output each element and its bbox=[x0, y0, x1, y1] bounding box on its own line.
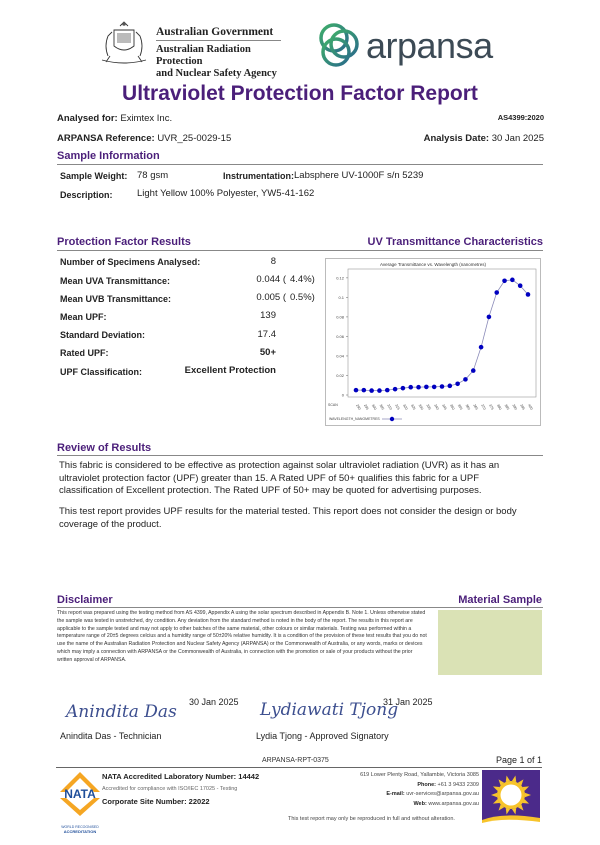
svg-text:345: 345 bbox=[441, 403, 448, 411]
sample-weight-label: Sample Weight: bbox=[60, 171, 128, 181]
svg-text:0.12: 0.12 bbox=[336, 275, 344, 281]
gov-line2: Australian Radiation Protection bbox=[156, 44, 251, 67]
svg-text:380: 380 bbox=[495, 403, 503, 411]
result-value: 139 bbox=[260, 310, 276, 321]
result-percent: 4.4%) bbox=[290, 274, 315, 285]
address: 619 Lower Plenty Road, Yallambie, Victoria 3085 bbox=[360, 772, 479, 778]
web-link[interactable]: www.arpansa.gov.au bbox=[428, 800, 479, 807]
gov-line3: and Nuclear Safety Agency bbox=[156, 68, 277, 79]
result-label: Mean UPF: bbox=[60, 312, 107, 322]
analysed-for: Analysed for: Eximtex Inc. bbox=[57, 113, 173, 124]
document-code: ARPANSA-RPT-0375 bbox=[262, 757, 329, 764]
protection-factor-results-heading: Protection Factor Results bbox=[57, 236, 191, 248]
section-divider bbox=[57, 455, 543, 456]
svg-text:360: 360 bbox=[464, 403, 471, 411]
australian-government-logo bbox=[98, 20, 283, 79]
svg-text:400: 400 bbox=[527, 403, 534, 411]
result-value: 17.4 bbox=[257, 329, 276, 340]
svg-text:365: 365 bbox=[472, 403, 479, 411]
svg-text:300: 300 bbox=[370, 403, 378, 411]
result-label: Number of Specimens Analysed: bbox=[60, 257, 201, 267]
section-divider bbox=[57, 164, 543, 165]
svg-text:390: 390 bbox=[511, 403, 518, 411]
result-percent: 0.5%) bbox=[290, 292, 315, 303]
gov-line1: Australian Government bbox=[156, 26, 281, 41]
approver-date: 31 Jan 2025 bbox=[383, 697, 433, 707]
arpansa-reference: ARPANSA Reference: UVR_25-0029-15 bbox=[57, 133, 232, 144]
svg-text:0.02: 0.02 bbox=[336, 372, 344, 378]
result-value: 0.044 ( bbox=[256, 274, 286, 285]
svg-text:0.1: 0.1 bbox=[338, 294, 344, 300]
svg-text:340: 340 bbox=[433, 403, 440, 411]
coat-of-arms-icon bbox=[98, 20, 150, 66]
uv-transmittance-heading: UV Transmittance Characteristics bbox=[367, 236, 543, 248]
phone-line: Phone: +61 3 9433 2309 bbox=[417, 781, 479, 788]
upf-classification-value: Excellent Protection bbox=[184, 365, 276, 376]
result-label: UPF Classification: bbox=[60, 367, 143, 377]
svg-text:385: 385 bbox=[503, 403, 511, 411]
svg-text:315: 315 bbox=[394, 403, 401, 411]
arpansa-wordmark: arpansa bbox=[366, 25, 493, 66]
review-paragraph-2: This test report provides UPF results for the material tested. This report does not consider the design or body coverage of the product. bbox=[59, 506, 517, 530]
description-value: Light Yellow 100% Polyester, YW5-41-162 bbox=[137, 188, 315, 199]
nata-logo-text: NATA bbox=[64, 787, 96, 801]
disclaimer-text: This report was prepared using the testing method from AS 4399, Appendix A using the solar spectrum described in Appendix B. Note 1. Unless otherwise stated the sample was tested in unstretched, dry condition. Any deviation from the standard method is noted in the body of the report. The results in this report are applicable to the sample tested and may not apply to other batches of the same material, other colours or similar materials. Testing was performed within a temperature range of 20±5 degrees celcius and a humidity range of 50±20% relative humidity. It is a condition of the provision of these test results that you do not use the name of the Australian Radiation Protection and Nuclear Safety Agency (ARPANSA) or the Commonwealth of Australia, or any words, marks or devices which may imply a connection with ARPANSA or the Commonwealth of Australia, in connection with the promotion or sale of your products without the prior written approval of ARPANSA. bbox=[57, 610, 427, 663]
nata-compliance: Accredited for compliance with ISO/IEC 17025 - Testing bbox=[102, 786, 238, 792]
result-label: Mean UVA Transmittance: bbox=[60, 276, 171, 286]
nata-logo bbox=[56, 770, 104, 832]
svg-text:350: 350 bbox=[448, 403, 456, 411]
nata-lab-number: NATA Accredited Laboratory Number: 14442 bbox=[102, 772, 260, 781]
reproduction-note: This test report may only be reproduced in full and without alteration. bbox=[288, 816, 455, 822]
description-label: Description: bbox=[60, 190, 113, 200]
web-line: Web: www.arpansa.gov.au bbox=[413, 800, 479, 807]
result-value: 0.005 ( bbox=[256, 292, 286, 303]
analysis-date: Analysis Date: 30 Jan 2025 bbox=[423, 133, 544, 144]
review-paragraph-1: This fabric is considered to be effective as protection against solar ultraviolet radiation (UVR) as it has an ultraviolet protection factor (UPF) greater than 15. A Rated UPF of 50+ qualifies this fabric for a UPF classification of Excellent protection. The Rated UPF of 50+ may be quoted for advertising purposes. bbox=[59, 460, 500, 496]
disclaimer-heading: Disclaimer bbox=[57, 594, 113, 606]
technician-name: Anindita Das - Technician bbox=[60, 731, 162, 741]
contact-block bbox=[239, 771, 479, 809]
svg-text:355: 355 bbox=[456, 403, 464, 411]
svg-text:305: 305 bbox=[378, 403, 385, 411]
approver-name: Lydia Tjong - Approved Signatory bbox=[256, 731, 389, 741]
standard-code: AS4399:2020 bbox=[497, 113, 544, 122]
svg-text:370: 370 bbox=[480, 403, 487, 411]
page-number: Page 1 of 1 bbox=[495, 755, 542, 765]
svg-text:310: 310 bbox=[386, 403, 393, 411]
reference-value: UVR_25-0029-15 bbox=[157, 133, 232, 144]
analysis-date-value: 30 Jan 2025 bbox=[491, 133, 544, 144]
svg-text:0.08: 0.08 bbox=[336, 314, 344, 320]
review-of-results-heading: Review of Results bbox=[57, 442, 152, 454]
result-label: Mean UVB Transmittance: bbox=[60, 294, 172, 304]
approver-signature: Lydiawati Tjong bbox=[260, 700, 399, 720]
result-label: Standard Deviation: bbox=[60, 330, 146, 340]
material-sample-heading: Material Sample bbox=[458, 594, 542, 606]
svg-text:0: 0 bbox=[341, 392, 344, 398]
phone: +61 3 9433 2309 bbox=[437, 781, 479, 788]
nata-chevron-icon bbox=[56, 770, 104, 820]
svg-text:320: 320 bbox=[402, 403, 409, 411]
sun-icon bbox=[482, 770, 540, 828]
email-line: E-mail: uvr-services@arpansa.gov.au bbox=[386, 791, 479, 797]
material-sample-swatch bbox=[438, 610, 542, 675]
analysed-for-value: Eximtex Inc. bbox=[120, 113, 173, 124]
instrumentation-label: Instrumentation: bbox=[223, 171, 294, 181]
instrumentation-value: Labsphere UV-1000F s/n 5239 bbox=[294, 170, 424, 181]
svg-text:0.04: 0.04 bbox=[336, 353, 344, 359]
section-divider bbox=[57, 250, 543, 251]
nata-logo-sub2: ACCREDITATION bbox=[63, 829, 97, 834]
svg-text:295: 295 bbox=[362, 403, 370, 411]
nata-logo-sub1: WORLD RECOGNISED bbox=[61, 825, 99, 829]
svg-text:290: 290 bbox=[355, 403, 362, 411]
sample-information-heading: Sample Information bbox=[57, 150, 160, 162]
sample-weight-value: 78 gsm bbox=[137, 170, 169, 181]
svg-text:325: 325 bbox=[409, 403, 417, 411]
arpansa-logo bbox=[314, 20, 493, 70]
technician-date: 30 Jan 2025 bbox=[189, 697, 239, 707]
transmittance-chart bbox=[325, 258, 541, 426]
corporate-site-number: Corporate Site Number: 22022 bbox=[102, 797, 210, 806]
svg-text:375: 375 bbox=[488, 403, 495, 411]
result-value: 8 bbox=[270, 256, 276, 267]
footer-divider bbox=[56, 767, 542, 768]
email-link[interactable]: uvr-services@arpansa.gov.au bbox=[406, 791, 479, 797]
svg-text:395: 395 bbox=[519, 403, 526, 411]
report-title: Ultraviolet Protection Factor Report bbox=[122, 82, 478, 105]
section-divider bbox=[57, 607, 543, 608]
arpansa-rings-icon bbox=[314, 20, 364, 70]
svg-text:WAVELENGTH_NANOMETRES: WAVELENGTH_NANOMETRES bbox=[329, 417, 380, 421]
rated-upf-value: 50+ bbox=[259, 347, 276, 358]
transmittance-line-chart bbox=[326, 259, 542, 427]
svg-text:0.06: 0.06 bbox=[336, 333, 344, 339]
result-label: Rated UPF: bbox=[60, 348, 109, 358]
arpansa-sun-logo bbox=[482, 770, 540, 828]
svg-text:SCAN: SCAN bbox=[328, 403, 338, 407]
technician-signature: Anindita Das bbox=[66, 702, 177, 722]
svg-text:335: 335 bbox=[425, 403, 432, 411]
chart-title: Average Transmittance vs. Wavelength (nanometres) bbox=[379, 262, 487, 267]
svg-text:330: 330 bbox=[417, 403, 425, 411]
